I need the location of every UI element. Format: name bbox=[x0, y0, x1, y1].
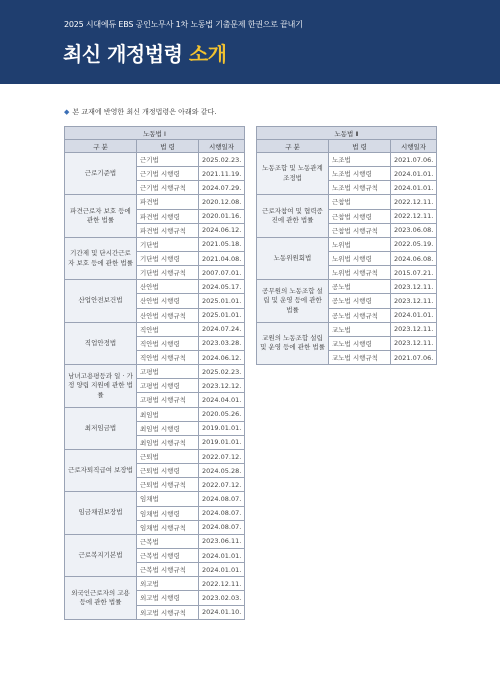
table-row bbox=[65, 322, 245, 336]
intro-note bbox=[64, 107, 216, 117]
column-header-date: 시행일자 bbox=[391, 140, 437, 153]
effective-date-cell: 2021.04.08. bbox=[199, 251, 245, 265]
law-name-cell: 공노법 시행규칙 bbox=[329, 308, 391, 322]
table-row bbox=[65, 492, 245, 506]
effective-date-cell: 2007.07.01. bbox=[199, 266, 245, 280]
table-row bbox=[257, 153, 437, 167]
effective-date-cell: 2020.01.16. bbox=[199, 209, 245, 223]
table-row bbox=[65, 280, 245, 294]
law-name-cell: 공노법 bbox=[329, 280, 391, 294]
law-category-cell: 최저임금법 bbox=[65, 407, 137, 449]
effective-date-cell: 2023.12.11. bbox=[391, 294, 437, 308]
intro-note-text: 본 교재에 반영한 최신 개정법령은 아래와 같다. bbox=[72, 108, 217, 116]
law-name-cell: 고평법 시행규칙 bbox=[137, 393, 199, 407]
effective-date-cell: 2024.08.07. bbox=[199, 492, 245, 506]
law-name-cell: 근복법 시행령 bbox=[137, 548, 199, 562]
law-name-cell: 근기법 시행령 bbox=[137, 167, 199, 181]
law-category-cell: 남녀고용평등과 일 · 가정 양립 지원에 관한 법률 bbox=[65, 365, 137, 407]
law-name-cell: 고평법 bbox=[137, 365, 199, 379]
law-name-cell: 기단법 시행규칙 bbox=[137, 266, 199, 280]
law-name-cell: 근복법 시행규칙 bbox=[137, 563, 199, 577]
effective-date-cell: 2021.11.19. bbox=[199, 167, 245, 181]
page-title bbox=[63, 38, 227, 67]
effective-date-cell: 2015.07.21. bbox=[391, 266, 437, 280]
law-name-cell: 기단법 시행령 bbox=[137, 251, 199, 265]
table-row bbox=[65, 534, 245, 548]
effective-date-cell: 2023.12.11. bbox=[391, 280, 437, 294]
law-name-cell: 파견법 시행규칙 bbox=[137, 223, 199, 237]
page-header bbox=[0, 0, 500, 84]
effective-date-cell: 2024.04.01. bbox=[199, 393, 245, 407]
law-name-cell: 산안법 bbox=[137, 280, 199, 294]
effective-date-cell: 2020.05.26. bbox=[199, 407, 245, 421]
effective-date-cell: 2024.07.29. bbox=[199, 181, 245, 195]
law-name-cell: 노위법 시행령 bbox=[329, 251, 391, 265]
law-name-cell: 파견법 시행령 bbox=[137, 209, 199, 223]
law-name-cell: 교노법 bbox=[329, 322, 391, 336]
law-name-cell: 노조법 시행규칙 bbox=[329, 181, 391, 195]
table-row bbox=[65, 195, 245, 209]
table-row bbox=[65, 153, 245, 167]
table-row bbox=[257, 280, 437, 294]
table-row bbox=[65, 407, 245, 421]
effective-date-cell: 2023.12.11. bbox=[391, 336, 437, 350]
table-title: 노동법 Ⅱ bbox=[257, 127, 437, 140]
law-category-cell: 근로자참여 및 협력증진에 관한 법률 bbox=[257, 195, 329, 237]
table-row bbox=[257, 195, 437, 209]
effective-date-cell: 2024.01.01. bbox=[391, 167, 437, 181]
labor-law-2-table bbox=[256, 126, 437, 365]
law-name-cell: 외고법 시행규칙 bbox=[137, 605, 199, 619]
law-name-cell: 근복법 bbox=[137, 534, 199, 548]
column-header-law: 법 령 bbox=[137, 140, 199, 153]
table-row bbox=[65, 449, 245, 463]
effective-date-cell: 2022.07.12. bbox=[199, 478, 245, 492]
law-name-cell: 직안법 bbox=[137, 322, 199, 336]
effective-date-cell: 2024.06.12. bbox=[199, 223, 245, 237]
law-name-cell: 직안법 시행령 bbox=[137, 336, 199, 350]
effective-date-cell: 2024.01.01. bbox=[391, 308, 437, 322]
effective-date-cell: 2023.06.08. bbox=[391, 223, 437, 237]
law-category-cell: 산업안전보건법 bbox=[65, 280, 137, 322]
effective-date-cell: 2025.01.01. bbox=[199, 294, 245, 308]
effective-date-cell: 2022.12.11. bbox=[391, 195, 437, 209]
law-name-cell: 외고법 bbox=[137, 577, 199, 591]
column-header-category: 구 분 bbox=[65, 140, 137, 153]
law-name-cell: 외고법 시행령 bbox=[137, 591, 199, 605]
effective-date-cell: 2024.08.07. bbox=[199, 520, 245, 534]
effective-date-cell: 2023.03.28. bbox=[199, 336, 245, 350]
law-category-cell: 근로자퇴직급여 보장법 bbox=[65, 449, 137, 491]
law-category-cell: 기간제 및 단시간근로자 보호 등에 관한 법률 bbox=[65, 237, 137, 279]
law-category-cell: 임금채권보장법 bbox=[65, 492, 137, 534]
law-name-cell: 근참법 시행령 bbox=[329, 209, 391, 223]
effective-date-cell: 2021.07.06. bbox=[391, 153, 437, 167]
effective-date-cell: 2023.12.11. bbox=[391, 322, 437, 336]
column-header-date: 시행일자 bbox=[199, 140, 245, 153]
effective-date-cell: 2024.05.28. bbox=[199, 464, 245, 478]
column-header-law: 법 령 bbox=[329, 140, 391, 153]
page-title-accent: 소개 bbox=[188, 42, 227, 66]
law-name-cell: 임채법 시행령 bbox=[137, 506, 199, 520]
law-name-cell: 노조법 시행령 bbox=[329, 167, 391, 181]
law-category-cell: 근로기준법 bbox=[65, 153, 137, 195]
law-name-cell: 고평법 시행령 bbox=[137, 379, 199, 393]
law-name-cell: 최임법 시행령 bbox=[137, 421, 199, 435]
law-name-cell: 최임법 bbox=[137, 407, 199, 421]
table-row bbox=[257, 322, 437, 336]
law-category-cell: 공무원의 노동조합 설립 및 운영 등에 관한 법률 bbox=[257, 280, 329, 322]
effective-date-cell: 2022.12.11. bbox=[391, 209, 437, 223]
effective-date-cell: 2024.01.10. bbox=[199, 605, 245, 619]
table-row bbox=[65, 365, 245, 379]
law-category-cell: 파견근로자 보호 등에 관한 법률 bbox=[65, 195, 137, 237]
effective-date-cell: 2019.01.01. bbox=[199, 435, 245, 449]
effective-date-cell: 2022.05.19. bbox=[391, 237, 437, 251]
law-category-cell: 근로복지기본법 bbox=[65, 534, 137, 576]
effective-date-cell: 2020.12.08. bbox=[199, 195, 245, 209]
law-name-cell: 교노법 시행규칙 bbox=[329, 350, 391, 364]
effective-date-cell: 2022.12.11. bbox=[199, 577, 245, 591]
law-name-cell: 근퇴법 bbox=[137, 449, 199, 463]
effective-date-cell: 2019.01.01. bbox=[199, 421, 245, 435]
law-category-cell: 노동위원회법 bbox=[257, 237, 329, 279]
law-name-cell: 최임법 시행규칙 bbox=[137, 435, 199, 449]
law-category-cell: 노동조합 및 노동관계조정법 bbox=[257, 153, 329, 195]
law-name-cell: 노위법 bbox=[329, 237, 391, 251]
law-name-cell: 공노법 시행령 bbox=[329, 294, 391, 308]
effective-date-cell: 2024.06.08. bbox=[391, 251, 437, 265]
effective-date-cell: 2024.05.17. bbox=[199, 280, 245, 294]
diamond-bullet-icon: ◆ bbox=[64, 108, 70, 116]
law-category-cell: 교원의 노동조합 설립 및 운영 등에 관한 법률 bbox=[257, 322, 329, 364]
law-name-cell: 교노법 시행령 bbox=[329, 336, 391, 350]
effective-date-cell: 2025.01.01. bbox=[199, 308, 245, 322]
table-row bbox=[65, 577, 245, 591]
law-name-cell: 파견법 bbox=[137, 195, 199, 209]
effective-date-cell: 2024.06.12. bbox=[199, 350, 245, 364]
effective-date-cell: 2023.12.12. bbox=[199, 379, 245, 393]
law-category-cell: 외국인근로자의 고용 등에 관한 법률 bbox=[65, 577, 137, 619]
table-row bbox=[257, 237, 437, 251]
effective-date-cell: 2024.08.07. bbox=[199, 506, 245, 520]
effective-date-cell: 2024.01.01. bbox=[391, 181, 437, 195]
table-title: 노동법 Ⅰ bbox=[65, 127, 245, 140]
law-category-cell: 직업안정법 bbox=[65, 322, 137, 364]
effective-date-cell: 2022.07.12. bbox=[199, 449, 245, 463]
law-name-cell: 노조법 bbox=[329, 153, 391, 167]
law-name-cell: 임채법 bbox=[137, 492, 199, 506]
effective-date-cell: 2025.02.23. bbox=[199, 153, 245, 167]
book-subtitle: 2025 시대에듀 EBS 공인노무사 1차 노동법 기출문제 한권으로 끝내기 bbox=[64, 20, 303, 29]
law-name-cell: 근참법 bbox=[329, 195, 391, 209]
law-name-cell: 기단법 bbox=[137, 237, 199, 251]
effective-date-cell: 2024.01.01. bbox=[199, 548, 245, 562]
law-name-cell: 직안법 시행규칙 bbox=[137, 350, 199, 364]
law-name-cell: 근참법 시행규칙 bbox=[329, 223, 391, 237]
law-name-cell: 근기법 시행규칙 bbox=[137, 181, 199, 195]
effective-date-cell: 2021.07.06. bbox=[391, 350, 437, 364]
law-name-cell: 노위법 시행규칙 bbox=[329, 266, 391, 280]
law-name-cell: 근퇴법 시행령 bbox=[137, 464, 199, 478]
effective-date-cell: 2023.06.11. bbox=[199, 534, 245, 548]
effective-date-cell: 2024.01.01. bbox=[199, 563, 245, 577]
law-name-cell: 근퇴법 시행규칙 bbox=[137, 478, 199, 492]
law-name-cell: 근기법 bbox=[137, 153, 199, 167]
effective-date-cell: 2023.02.03. bbox=[199, 591, 245, 605]
labor-law-1-table bbox=[64, 126, 245, 620]
effective-date-cell: 2021.05.18. bbox=[199, 237, 245, 251]
column-header-category: 구 분 bbox=[257, 140, 329, 153]
page-title-main: 최신 개정법령 bbox=[63, 42, 189, 66]
effective-date-cell: 2024.07.24. bbox=[199, 322, 245, 336]
table-row bbox=[65, 237, 245, 251]
law-name-cell: 임채법 시행규칙 bbox=[137, 520, 199, 534]
law-name-cell: 산안법 시행규칙 bbox=[137, 308, 199, 322]
effective-date-cell: 2025.02.23. bbox=[199, 365, 245, 379]
law-name-cell: 산안법 시행령 bbox=[137, 294, 199, 308]
